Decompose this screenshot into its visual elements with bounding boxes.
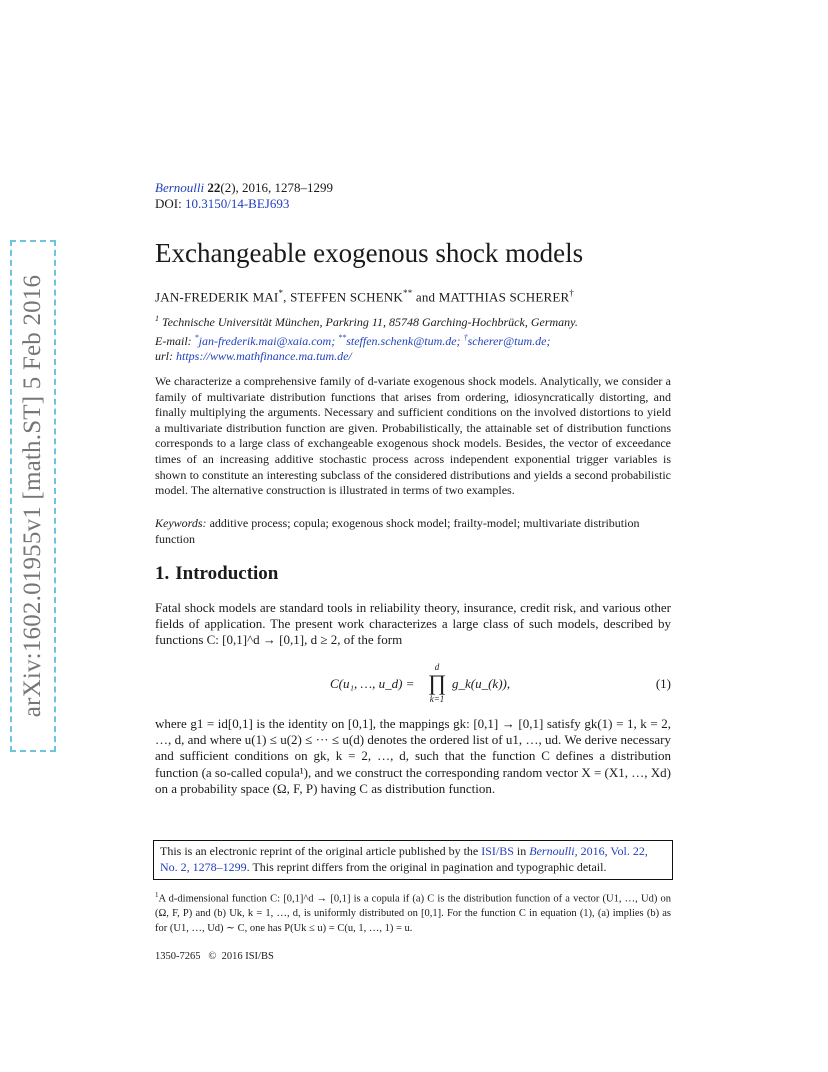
email-link[interactable]: *jan-frederik.mai@xaia.com;: [194, 333, 336, 348]
journal-issue-pages: (2), 2016, 1278–1299: [220, 180, 334, 195]
arxiv-stamp-text: arXiv:1602.01955v1 [math.ST] 5 Feb 2016: [19, 274, 47, 718]
equation-rhs: g_k(u_(k)),: [452, 676, 511, 691]
equation-lhs: C(u₁, …, u_d) =: [330, 676, 415, 691]
journal-link[interactable]: Bernoulli: [155, 180, 205, 195]
section-title: Introduction: [175, 563, 279, 584]
author-name: JAN-FREDERIK MAI: [155, 289, 279, 305]
intro-paragraph-2: where g1 = id[0,1] is the identity on [0,1], the mappings gk: [0,1] → [0,1] satisfy gk(1) = 1, k = 2, …, d, and where u(1) ≤ u(2) ≤ ··· ≤ u(d) denotes the ordered list of u1, …, ud. We derive necessary and sufficient conditions on gk, k = 2, …, d, such that the function C defines a distribution function (a so-called copula¹), and we construct the corresponding random vector X = (X1, …, Xd) on a probability space (Ω, F, P) having C as distribution function.: [155, 716, 671, 796]
journal-header: [155, 180, 333, 212]
publisher-link[interactable]: ISI/BS: [481, 844, 514, 858]
footnote-text: A d-dimensional function C: [0,1]^d → [0,1] is a copula if (a) C is the distribution function of a vector (U1, …, Ud) on (Ω, F, P) and (b) Uk, k = 1, …, d, is uniformly distributed on [0,1]. For the function C in equation (1), (a) implies (b) as for (U1, …, Ud) ∼ C, one has P(Uk ≤ u) = C(u, 1, …, 1) = u.: [155, 893, 671, 934]
email-link[interactable]: †scherer@tum.de;: [463, 333, 551, 348]
equation-number: (1): [655, 676, 671, 691]
keywords-text: additive process; copula; exogenous shock model; frailty-model; multivariate distribution function: [155, 516, 640, 546]
doi-label: DOI:: [155, 196, 182, 211]
author-mark: **: [403, 288, 413, 298]
issn-copyright: 1350-7265 © 2016 ISI/BS: [155, 951, 274, 962]
journal-volume: 22: [207, 180, 221, 195]
homepage-link[interactable]: https://www.mathfinance.ma.tum.de/: [176, 349, 352, 363]
footnote-mark: 1: [155, 891, 159, 899]
paper-title: Exchangeable exogenous shock models: [155, 238, 584, 268]
abstract: We characterize a comprehensive family of d-variate exogenous shock models. Analytically, we consider a family of multivariate distribution functions that arises from ordering, idiosyncratically distorting, and finally multiplying the arguments. Necessary and sufficient conditions on the involved distortions to yield a multivariate distribution function are given. Probabilistically, the attainable set of distribution functions corresponds to a large class of exchangeable exogenous shock models. Besides, the vector of exceedance times of an increasing additive stochastic process across independent exponential trigger variables is shown to constitute an interesting subclass of the considered distributions and yields a second probabilistic model. The alternative construction is illustrated in terms of two examples.: [155, 374, 671, 498]
arxiv-stamp: [10, 240, 56, 752]
section-heading: [155, 563, 284, 585]
footnote: [155, 888, 671, 936]
reprint-text: . This reprint differs from the original in pagination and typographic detail.: [246, 859, 607, 874]
reprint-text: This is an electronic reprint of the original article published by the: [160, 844, 482, 858]
author-list: [155, 288, 574, 305]
doi-link[interactable]: 10.3150/14-BEJ693: [184, 196, 290, 211]
email-link[interactable]: **steffen.schenk@tum.de;: [338, 333, 461, 348]
email-label: E-mail:: [155, 334, 195, 348]
author-name: MATTHIAS SCHERER: [438, 289, 570, 305]
product-operator: [425, 662, 449, 704]
product-upper-limit: d: [434, 662, 440, 672]
affiliation-address: Technische Universität München, Parkring 11, 85748 Garching-Hochbrück, Germany.: [162, 315, 578, 329]
affiliation: [155, 311, 578, 364]
volume-link[interactable]: 2016, Vol. 22, No. 2, 1278–1299: [160, 844, 648, 874]
keywords: [155, 516, 671, 547]
author-mark: †: [569, 288, 575, 298]
section-number: 1.: [155, 563, 170, 584]
url-label: url:: [155, 349, 176, 363]
author-separator: ,: [283, 289, 291, 305]
keywords-label: Keywords:: [155, 516, 207, 530]
product-symbol: ∏: [427, 670, 447, 695]
reprint-text: in: [513, 844, 530, 858]
author-separator: and: [412, 289, 439, 305]
equation-1: [330, 662, 671, 706]
journal-link[interactable]: Bernoulli,: [529, 844, 578, 858]
reprint-notice: [153, 840, 673, 880]
author-mark: *: [278, 288, 284, 298]
product-lower-limit: k=1: [429, 694, 445, 704]
author-name: STEFFEN SCHENK: [290, 289, 404, 305]
intro-paragraph-1: Fatal shock models are standard tools in reliability theory, insurance, credit risk, and various other fields of application. The present work characterizes a large class of such models, described by functions C: [0,1]^d → [0,1], d ≥ 2, of the form: [155, 600, 671, 648]
affiliation-mark: 1: [155, 314, 159, 323]
